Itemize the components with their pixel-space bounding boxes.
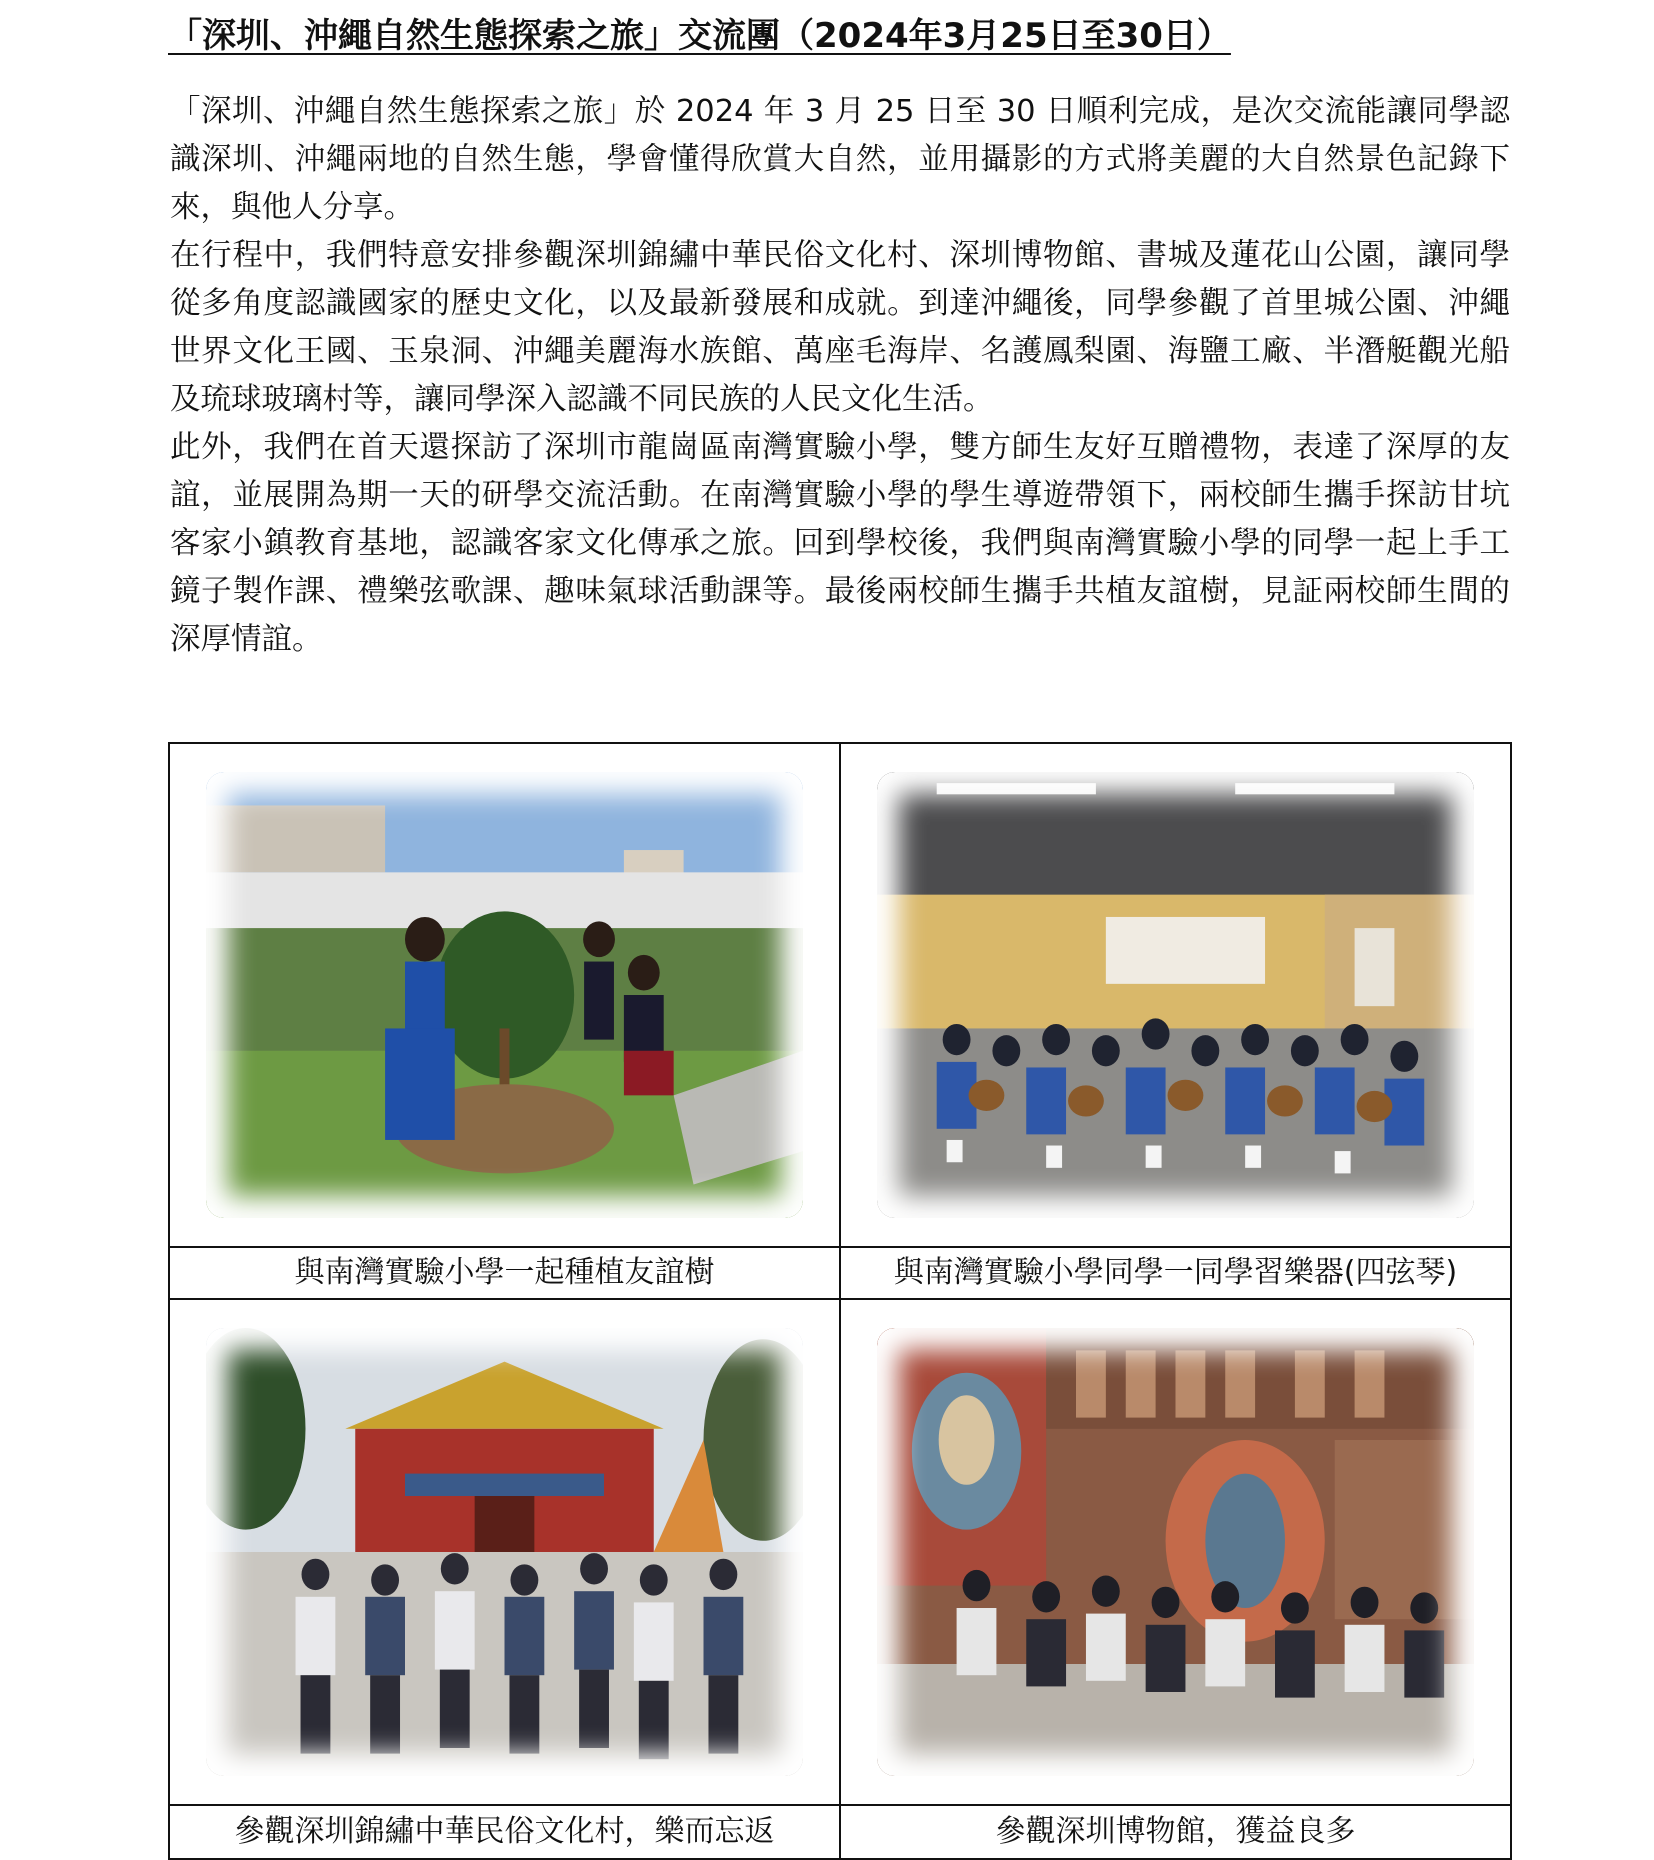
photo-caption-instrument-class: 與南灣實驗小學同學一同學習樂器(四弦琴) (893, 1255, 1458, 1290)
photo-cell-instrument-class (840, 743, 1511, 1247)
paragraph-intro: 「深圳、沖繩自然生態探索之旅」於 2024 年 3 月 25 日至 30 日順利完成，是次交流能讓同學認識深圳、沖繩兩地的自然生態，學會懂得欣賞大自然，並用攝影的方式將美麗的大自然景色記錄下來，與他人分享。 (170, 94, 1510, 225)
caption-cell-museum (840, 1805, 1511, 1859)
caption-cell-folk-village (169, 1805, 840, 1859)
photo-caption-museum: 參觀深圳博物館，獲益良多 (995, 1814, 1356, 1849)
photo-cell-tree-planting (169, 743, 840, 1247)
photo-cell-folk-village (169, 1299, 840, 1805)
paragraph-itinerary: 在行程中，我們特意安排參觀深圳錦繡中華民俗文化村、深圳博物館、書城及蓮花山公園，讓同學從多角度認識國家的歷史文化，以及最新發展和成就。到達沖繩後，同學參觀了首里城公園、沖繩世界文化王國、玉泉洞、沖繩美麗海水族館、萬座毛海岸、名護鳳梨園、海鹽工廠、半潛艇觀光船及琉球玻璃村等，讓同學深入認識不同民族的人民文化生活。 (170, 238, 1510, 417)
photo-museum (877, 1328, 1474, 1776)
photo-folk-village (206, 1328, 803, 1776)
photo-tree-planting (206, 772, 803, 1218)
photo-caption-tree-planting: 與南灣實驗小學一起種植友誼樹 (294, 1255, 715, 1290)
photo-instrument-class (877, 772, 1474, 1218)
paragraph-school-visit: 此外，我們在首天還探訪了深圳市龍崗區南灣實驗小學，雙方師生友好互贈禮物，表達了深厚的友誼，並展開為期一天的研學交流活動。在南灣實驗小學的學生導遊帶領下，兩校師生攜手探訪甘坑客家小鎮教育基地，認識客家文化傳承之旅。回到學校後，我們與南灣實驗小學的同學一起上手工鏡子製作課、禮樂弦歌課、趣味氣球活動課等。最後兩校師生攜手共植友誼樹，見証兩校師生間的深厚情誼。 (170, 430, 1510, 657)
photo-caption-folk-village: 參觀深圳錦繡中華民俗文化村，樂而忘返 (234, 1814, 775, 1849)
photo-cell-museum (840, 1299, 1511, 1805)
caption-cell-tree-planting (169, 1247, 840, 1299)
caption-cell-instrument-class (840, 1247, 1511, 1299)
photo-table (168, 742, 1512, 1860)
body-text (170, 88, 1510, 664)
document-title: 「深圳、沖繩自然生態探索之旅」交流團（2024年3月25日至30日） (168, 16, 1231, 56)
